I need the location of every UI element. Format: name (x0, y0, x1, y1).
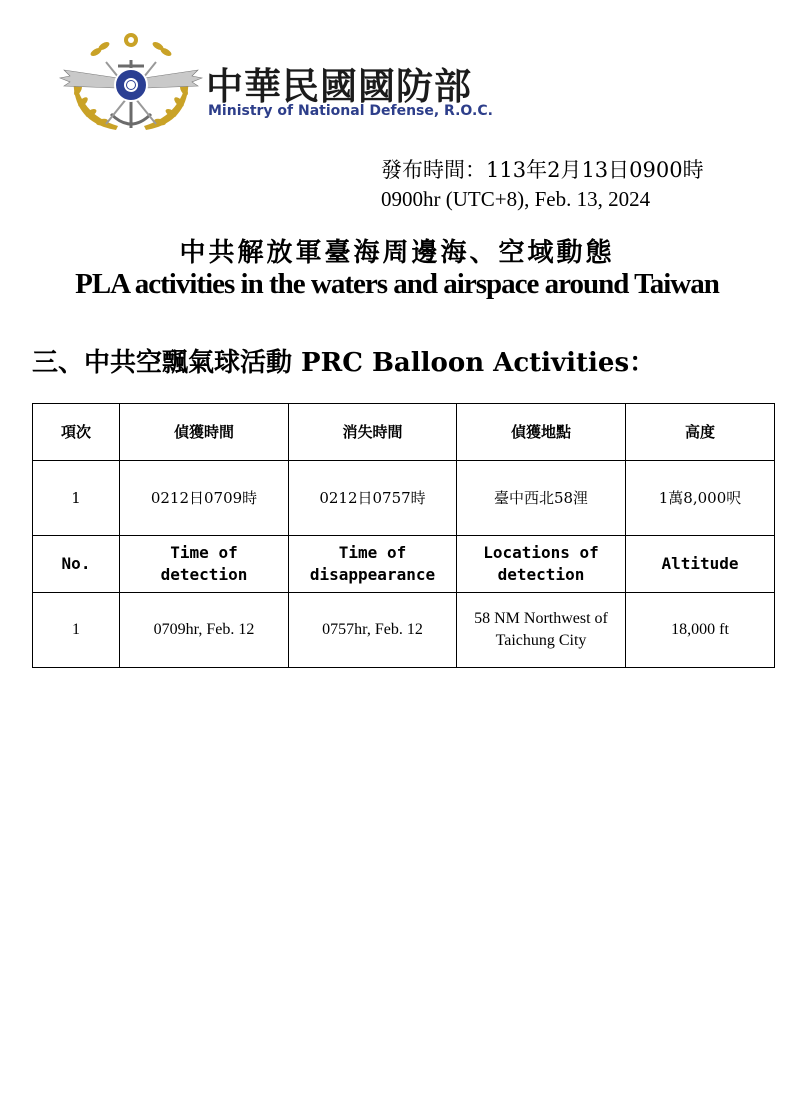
ministry-name-cn: 中華民國國防部 (206, 65, 472, 108)
header-altitude-en: Altitude (626, 536, 775, 593)
table-row (33, 593, 775, 668)
document-title-en: PLA activities in the waters and airspace around Taiwan (75, 268, 719, 300)
header-altitude-cn: 高度 (626, 404, 775, 461)
document-title-cn: 中共解放軍臺海周邊海、空域動態 (179, 238, 615, 268)
release-time-cn: 發布時間：113年2月13日0900時 (381, 158, 704, 182)
section-heading: 三、中共空飄氣球活動 PRC Balloon Activities： (32, 348, 656, 378)
table-header-row-cn (33, 404, 775, 461)
cell-detection-location: 臺中西北58浬 (457, 461, 626, 536)
cell-disappearance-time: 0212日0757時 (289, 461, 457, 536)
cell-item-no: 1 (33, 461, 120, 536)
header-detection-location-en: Locations of detection (457, 536, 626, 593)
table-header-row-en (33, 536, 775, 593)
cell-disappearance-time: 0757hr, Feb. 12 (289, 593, 457, 668)
header-detection-location-cn: 偵獲地點 (457, 404, 626, 461)
cell-item-no: 1 (33, 593, 120, 668)
release-time-en: 0900hr (UTC+8), Feb. 13, 2024 (381, 187, 651, 211)
header-detection-time-cn: 偵獲時間 (120, 404, 289, 461)
cell-altitude: 1萬8,000呎 (626, 461, 775, 536)
table-row (33, 461, 775, 536)
header-disappearance-time-en: Time of disappearance (289, 536, 457, 593)
cell-detection-location: 58 NM Northwest of Taichung City (457, 593, 626, 668)
header-item-no-cn: 項次 (33, 404, 120, 461)
balloon-activity-table (32, 403, 775, 668)
header-item-no-en: No. (33, 536, 120, 593)
header-detection-time-en: Time of detection (120, 536, 289, 593)
ministry-name-en: Ministry of National Defense, R.O.C. (208, 103, 493, 119)
header-disappearance-time-cn: 消失時間 (289, 404, 457, 461)
cell-detection-time: 0212日0709時 (120, 461, 289, 536)
cell-detection-time: 0709hr, Feb. 12 (120, 593, 289, 668)
cell-altitude: 18,000 ft (626, 593, 775, 668)
ministry-emblem-logo (56, 30, 206, 140)
